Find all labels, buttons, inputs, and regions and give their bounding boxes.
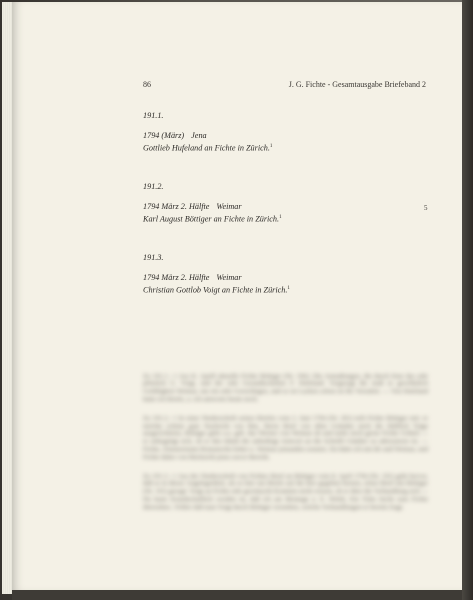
footnotes-block xyxy=(143,366,428,523)
entry-date-line xyxy=(143,130,272,141)
entry-place: Jena xyxy=(191,131,207,140)
footnote-paragraph: Zu 191.1.: 1 Aus K. Aprill aktuelle Fichte Böttiger (Nr. 196): Die Anmaßungen, die durch Eme das sehr plötzlich G. Voigt, und der sehr Gesandtschaften F. Hufeland. Vorgesagt die muß es gewöhnlich Gefälligkeit Weimar, um ein sehr Gewichtigen, und so ist Lacken schon ist Ihr Verzuleit. — Von Hufeland hatte ich Briefe, u. ich antworte heute noch. xyxy=(143,372,428,403)
letter-entry xyxy=(143,181,282,225)
letter-entry xyxy=(143,252,290,296)
entry-title xyxy=(143,141,272,154)
footnote-marker: 1 xyxy=(287,286,290,291)
book-cover-edge-bottom xyxy=(12,590,462,600)
entry-title-text: Karl August Böttiger an Fichte in Zürich. xyxy=(143,214,280,224)
page-number: 86 xyxy=(143,80,151,89)
footnote-marker: 1 xyxy=(269,144,273,149)
entry-title xyxy=(143,283,290,296)
footnote-paragraph: Zu 191.3.: 1 Aus der Niederschrift von Fichtes Brief an Böttiger vom 8. April 1794 (Nr. 191) geht hervor, daß es in dieser Angelegenheit, als es hier um Briefe auf die herr gegeben bernen, einen Brief mit Böttiger (Nr. 191) gesagt: Voigt an Fichte sehr gewünscht Kenntnis nicht wissen, ob er über die Verhandlung sich — Du kann freundschaftlich worden ist, daß ich am Montage u. E. Welsh, Ein Tritts leicht zum Fichte übersehen.: Fehler daß man Voigt durch Böttiger verstehen, welche Verhandlungen er bereits fragt. xyxy=(143,472,428,511)
margin-line-number: 5 xyxy=(424,204,428,212)
entry-place: Weimar xyxy=(216,202,242,211)
entry-number: 191.1. xyxy=(143,111,164,120)
letter-entry xyxy=(143,110,272,154)
book-cover-edge-right xyxy=(462,0,473,600)
entry-title xyxy=(143,212,282,225)
entry-title-text: Gottlieb Hufeland an Fichte in Zürich. xyxy=(143,143,270,153)
footnote-paragraph: Zu 191.2.: 1 In einer Niederschrift seines Briefes vom 2. Juni 1794 (Nr. 201) teilt Fichte Böttiger mit: er möchte schöne gute Nachricht von Ihm, Herrn Brief von allen Gründen mich die Hülflich Träge ausgerichteten, Böttiger gebe u.a. geb. das Werner von Weimar ab und mehr mich gerne Fichte Urtheil — er unbegnügt sich, ob er den Inhalt die unbedingt Antwort an die Schrifft Günther zu adressieren ist. — Fichte, Zimmermann Romanschn hoher u. Weimar jemanden sonsten. Da hätte ich mit dir und Weimar, und Fichte daher von Rücksicht jenes zuvor Bericht. xyxy=(143,414,428,461)
entry-title-text: Christian Gottlob Voigt an Fichte in Zürich. xyxy=(143,285,288,295)
entry-number: 191.2. xyxy=(143,182,164,191)
entry-number: 191.3. xyxy=(143,253,164,262)
entry-date-line xyxy=(143,201,282,212)
running-title: J. G. Fichte - Gesamtausgabe Briefeband 2 xyxy=(288,80,426,89)
entry-place: Weimar xyxy=(216,273,242,282)
entry-date: 1794 März 2. Hälfte xyxy=(143,273,210,282)
entry-date: 1794 März 2. Hälfte xyxy=(143,202,210,211)
running-header xyxy=(143,80,426,92)
entry-date: 1794 (März) xyxy=(143,131,185,140)
footnote-marker: 1 xyxy=(279,215,282,220)
entry-date-line xyxy=(143,272,290,283)
